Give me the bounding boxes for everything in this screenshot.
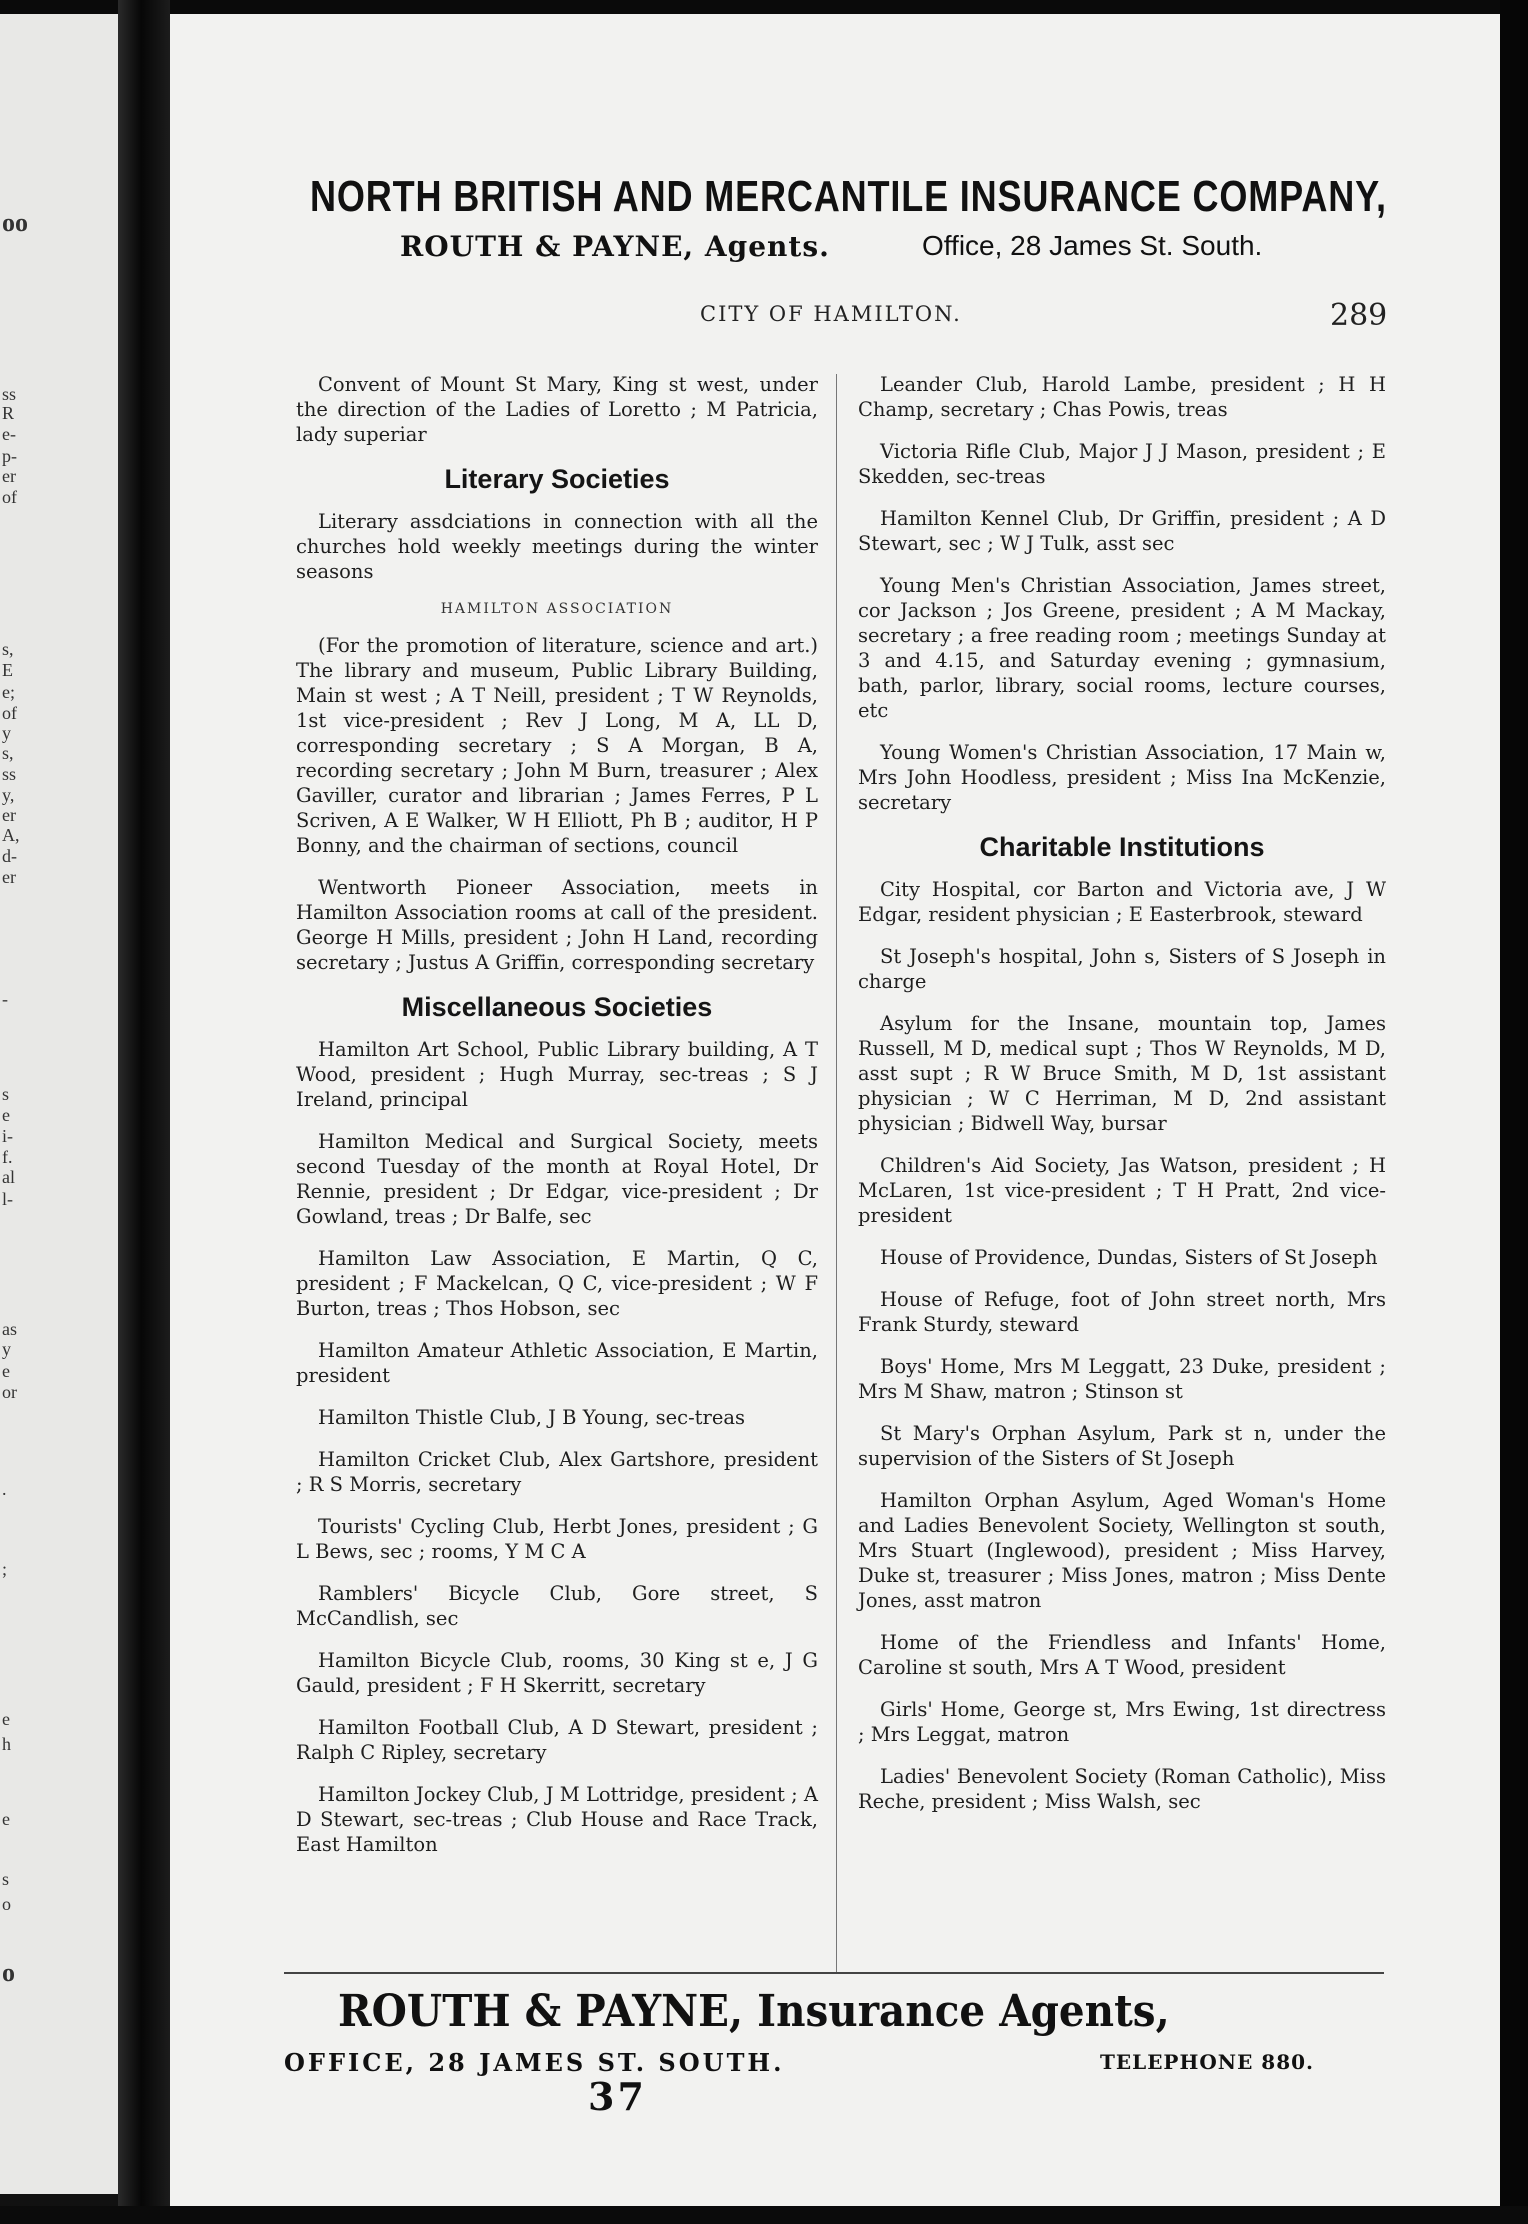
adjacent-page-text: f. [2,1147,13,1167]
footer-rule [284,1972,1384,1974]
left-column [296,372,818,1874]
directory-entry: House of Refuge, foot of John street north, Mrs Frank Sturdy, steward [858,1288,1386,1336]
directory-entry: Hamilton Art School, Public Library building, A T Wood, president ; Hugh Murray, sec-treas ; S J Ireland, principal [296,1038,818,1111]
directory-entry: Hamilton Cricket Club, Alex Gartshore, president ; R S Morris, secretary [296,1448,818,1496]
adjacent-page-text: e [2,1709,10,1729]
directory-entry: Young Women's Christian Association, 17 Main w, Mrs John Hoodless, president ; Miss Ina McKenzie, secretary [858,741,1386,814]
adjacent-page-fragment [0,14,118,2194]
directory-entry: City Hospital, cor Barton and Victoria ave, J W Edgar, resident physician ; E Easterbrook, steward [858,878,1386,926]
adjacent-page-text: ss [2,764,17,784]
adjacent-page-text: - [2,989,8,1009]
right-column [858,372,1386,1831]
adjacent-page-text: al [2,1167,15,1187]
header-agents: ROUTH & PAYNE, Agents. [400,230,830,263]
adjacent-page-text: ss [2,384,17,404]
page-number: 289 [1330,298,1388,333]
adjacent-page-text: of [2,703,17,723]
adjacent-page-text: l- [2,1189,13,1209]
adjacent-page-text: e [2,1105,10,1125]
section-heading: Literary Societies [444,464,670,494]
directory-entry: Hamilton Orphan Asylum, Aged Woman's Home and Ladies Benevolent Society, Wellington st south, Mrs Stuart (Inglewood), president ; Miss Harvey, Duke st, treasurer ; Miss Jones, matron ; Miss Dente Jones, asst matron [858,1489,1386,1612]
header-office-address: Office, 28 James St. South. [922,230,1263,261]
directory-entry: Convent of Mount St Mary, King st west, under the direction of the Ladies of Loretto ; M Patricia, lady superiar [296,373,818,446]
directory-entry: Hamilton Jockey Club, J M Lottridge, president ; A D Stewart, sec-treas ; Club House and Race Track, East Hamilton [296,1783,818,1856]
directory-entry: Ramblers' Bicycle Club, Gore street, S McCandlish, sec [296,1582,818,1630]
directory-entry: (For the promotion of literature, science and art.) The library and museum, Public Library Building, Main st west ; A T Neill, president ; T W Reynolds, 1st vice-president ; Rev J Long, M A, LL D, corresponding secretary ; S A Morgan, B A, recording secretary ; John M Burn, treasurer ; Alex Gaviller, curator and librarian ; James Ferres, P L Scriven, A E Walker, W H Elliott, Ph B ; auditor, H P Bonny, and the chairman of sections, council [296,634,818,857]
directory-entry: Wentworth Pioneer Association, meets in Hamilton Association rooms at call of the president. George H Mills, president ; John H Land, recording secretary ; Justus A Griffin, corresponding secretary [296,876,818,974]
directory-entry: Hamilton Thistle Club, J B Young, sec-treas [318,1406,745,1429]
adjacent-page-text: . [2,1479,7,1499]
directory-entry: Home of the Friendless and Infants' Home, Caroline st south, Mrs A T Wood, president [858,1631,1386,1679]
directory-entry: Leander Club, Harold Lambe, president ; H H Champ, secretary ; Chas Powis, treas [858,373,1386,421]
adjacent-page-text: A, [2,825,20,845]
directory-entry: Hamilton Amateur Athletic Association, E Martin, president [296,1339,818,1387]
adjacent-page-text: s [2,1869,10,1889]
adjacent-page-text: er [2,867,16,887]
footer-office-address: OFFICE, 28 JAMES ST. SOUTH. [284,2048,785,2077]
directory-entry: Hamilton Law Association, E Martin, Q C, president ; F Mackelcan, Q C, vice-president ; W F Burton, treas ; Thos Hobson, sec [296,1247,818,1320]
adjacent-page-text: er [2,805,16,825]
directory-entry: Hamilton Bicycle Club, rooms, 30 King st e, J G Gauld, president ; F H Skerritt, secretary [296,1649,818,1697]
directory-entry: Hamilton Football Club, A D Stewart, president ; Ralph C Ripley, secretary [296,1716,818,1764]
directory-entry: Young Men's Christian Association, James street, cor Jackson ; Jos Greene, president ; A M Mackay, secretary ; a free reading room ; meetings Sunday at 3 and 4.15, and Saturday evening ; gymnasium, bath, parlor, library, social rooms, lecture courses, etc [858,574,1386,722]
adjacent-page-text: d- [2,846,17,866]
section-heading: Miscellaneous Societies [401,992,713,1022]
scan-top-border [0,0,1528,14]
adjacent-page-text: s, [2,743,14,763]
directory-entry: Girls' Home, George st, Mrs Ewing, 1st directress ; Mrs Leggat, matron [858,1698,1386,1746]
document-page [170,14,1500,2210]
book-binding-gutter [118,0,170,2224]
adjacent-page-text: e [2,1361,10,1381]
directory-entry: Asylum for the Insane, mountain top, James Russell, M D, medical supt ; Thos W Reynolds, M D, asst supt ; R W Bruce Smith, M D, 1st assistant physician ; W C Herriman, M D, 2nd assistant physician ; Bidwell Way, bursar [858,1012,1386,1135]
adjacent-page-text: y [2,723,11,743]
directory-entry: Boys' Home, Mrs M Leggatt, 23 Duke, president ; Mrs M Shaw, matron ; Stinson st [858,1355,1386,1403]
directory-entry: Literary assdciations in connection with all the churches hold weekly meetings during the winter seasons [296,510,818,583]
adjacent-page-text: h [2,1734,11,1754]
scan-bottom-border [0,2206,1528,2224]
adjacent-page-text: y [2,1339,11,1359]
adjacent-page-text: er [2,466,16,486]
footer-agents-banner: ROUTH & PAYNE, Insurance Agents, [338,1986,1170,2037]
adjacent-page-text: oo [2,208,28,237]
adjacent-page-text: R [2,403,15,423]
header-company-name: NORTH BRITISH AND MERCANTILE INSURANCE COMPANY, [310,172,1387,221]
adjacent-page-text: E [2,660,13,680]
adjacent-page-text: i- [2,1126,13,1146]
adjacent-page-text: s [2,1084,10,1104]
adjacent-page-text: e- [2,424,16,444]
column-divider [836,374,837,1974]
adjacent-page-text: of [2,487,17,507]
directory-entry: Hamilton Medical and Surgical Society, meets second Tuesday of the month at Royal Hotel, Dr Rennie, president ; Dr Edgar, vice-president ; Dr Gowland, treas ; Dr Balfe, sec [296,1130,818,1228]
footer-telephone: TELEPHONE 880. [1100,2050,1314,2074]
adjacent-page-text: o [2,1894,11,1914]
adjacent-page-text: as [2,1319,17,1339]
directory-entry: Tourists' Cycling Club, Herbt Jones, president ; G L Bews, sec ; rooms, Y M C A [296,1515,818,1563]
adjacent-page-text: o [2,1958,15,1987]
adjacent-page-text: p- [2,446,17,466]
adjacent-page-text: e [2,1809,10,1829]
adjacent-page-text: y, [2,785,15,805]
running-head: CITY OF HAMILTON. [700,302,962,326]
directory-entry: St Mary's Orphan Asylum, Park st n, under the supervision of the Sisters of St Joseph [858,1422,1386,1470]
adjacent-page-text: ; [2,1559,8,1579]
adjacent-page-text: e; [2,682,15,702]
directory-entry: Children's Aid Society, Jas Watson, president ; H McLaren, 1st vice-president ; T H Pratt, 2nd vice-president [858,1154,1386,1227]
subsection-heading: HAMILTON ASSOCIATION [440,601,674,617]
directory-entry: Ladies' Benevolent Society (Roman Catholic), Miss Reche, president ; Miss Walsh, sec [858,1765,1386,1813]
directory-entry: Victoria Rifle Club, Major J J Mason, president ; E Skedden, sec-treas [858,440,1386,488]
directory-entry: Hamilton Kennel Club, Dr Griffin, president ; A D Stewart, sec ; W J Tulk, asst sec [858,507,1386,555]
section-heading: Charitable Institutions [979,832,1265,862]
adjacent-page-text: s, [2,639,14,659]
directory-entry: House of Providence, Dundas, Sisters of St Joseph [880,1246,1378,1269]
directory-entry: St Joseph's hospital, John s, Sisters of S Joseph in charge [858,945,1386,993]
scan-right-border [1500,0,1528,2224]
signature-mark: 37 [588,2074,647,2119]
adjacent-page-text: or [2,1382,17,1402]
